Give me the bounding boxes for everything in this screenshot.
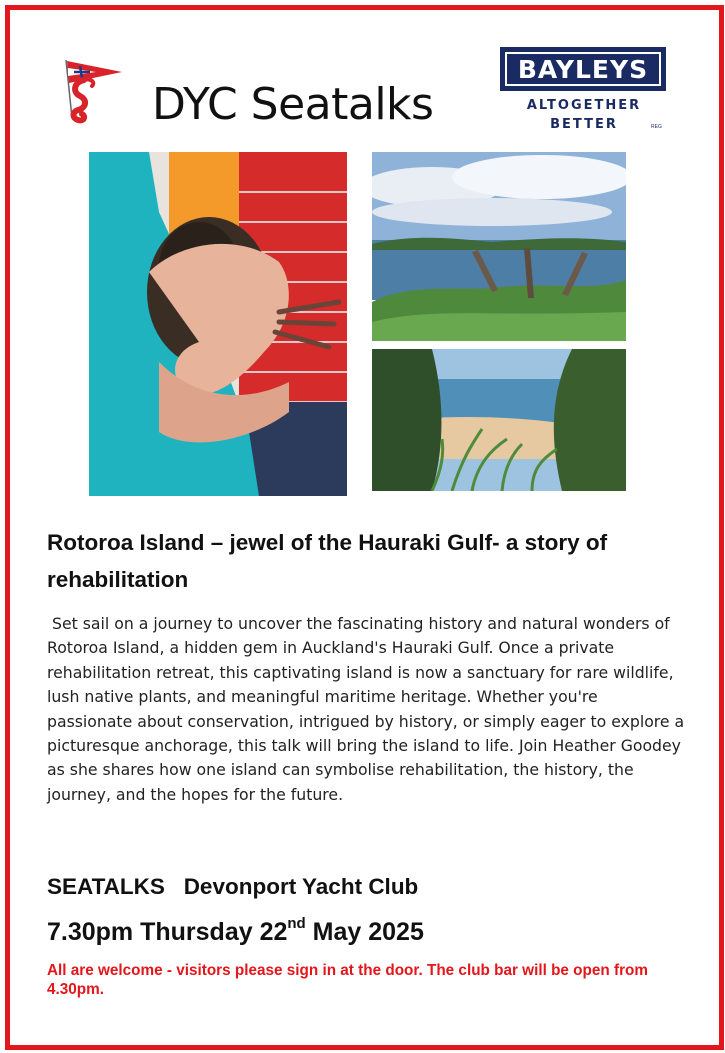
page-title: DYC Seatalks <box>152 79 434 130</box>
date-rest: May 2025 <box>305 918 424 946</box>
dyc-seahorse-logo <box>56 56 128 128</box>
event-venue <box>47 874 418 900</box>
date-suffix: nd <box>287 915 306 932</box>
event-heading: Rotoroa Island – jewel of the Hauraki Gulf- a story of rehabilitation <box>47 530 608 592</box>
sponsor-tagline-2: BETTER <box>550 117 618 132</box>
photo-kiwi <box>89 152 347 496</box>
photo-beach <box>372 349 626 491</box>
date-prefix: 7.30pm Thursday 22 <box>47 918 288 946</box>
registered-mark: REG <box>651 124 662 130</box>
event-description: Set sail on a journey to uncover the fascinating history and natural wonders of Rotoroa Island, a hidden gem in Auckland's Hauraki Gulf. Once a private rehabilitation retreat, this captivating island is now a sanctuary for rare wildlife, lush native plants, and meaningful maritime heritage. Whether you're passionate about conservation, intrigued by history, or simply eager to explore a picturesque anchorage, this talk will bring the island to life. Join Heather Goodey as she shares how one island can symbolise rehabilitation, the history, the journey, and the hopes for the future. <box>47 614 690 804</box>
sponsor-tagline-1: ALTOGETHER <box>526 98 642 113</box>
venue-name: Devonport Yacht Club <box>183 874 419 899</box>
bayleys-logo <box>500 47 666 91</box>
event-date <box>47 915 424 947</box>
bayleys-wordmark: BAYLEYS <box>505 52 661 86</box>
welcome-notice: All are welcome - visitors please sign in at the door. The club bar will be open from 4.30pm. <box>47 962 648 998</box>
series-name: SEATALKS <box>47 874 165 899</box>
photo-island-bay <box>372 152 626 341</box>
